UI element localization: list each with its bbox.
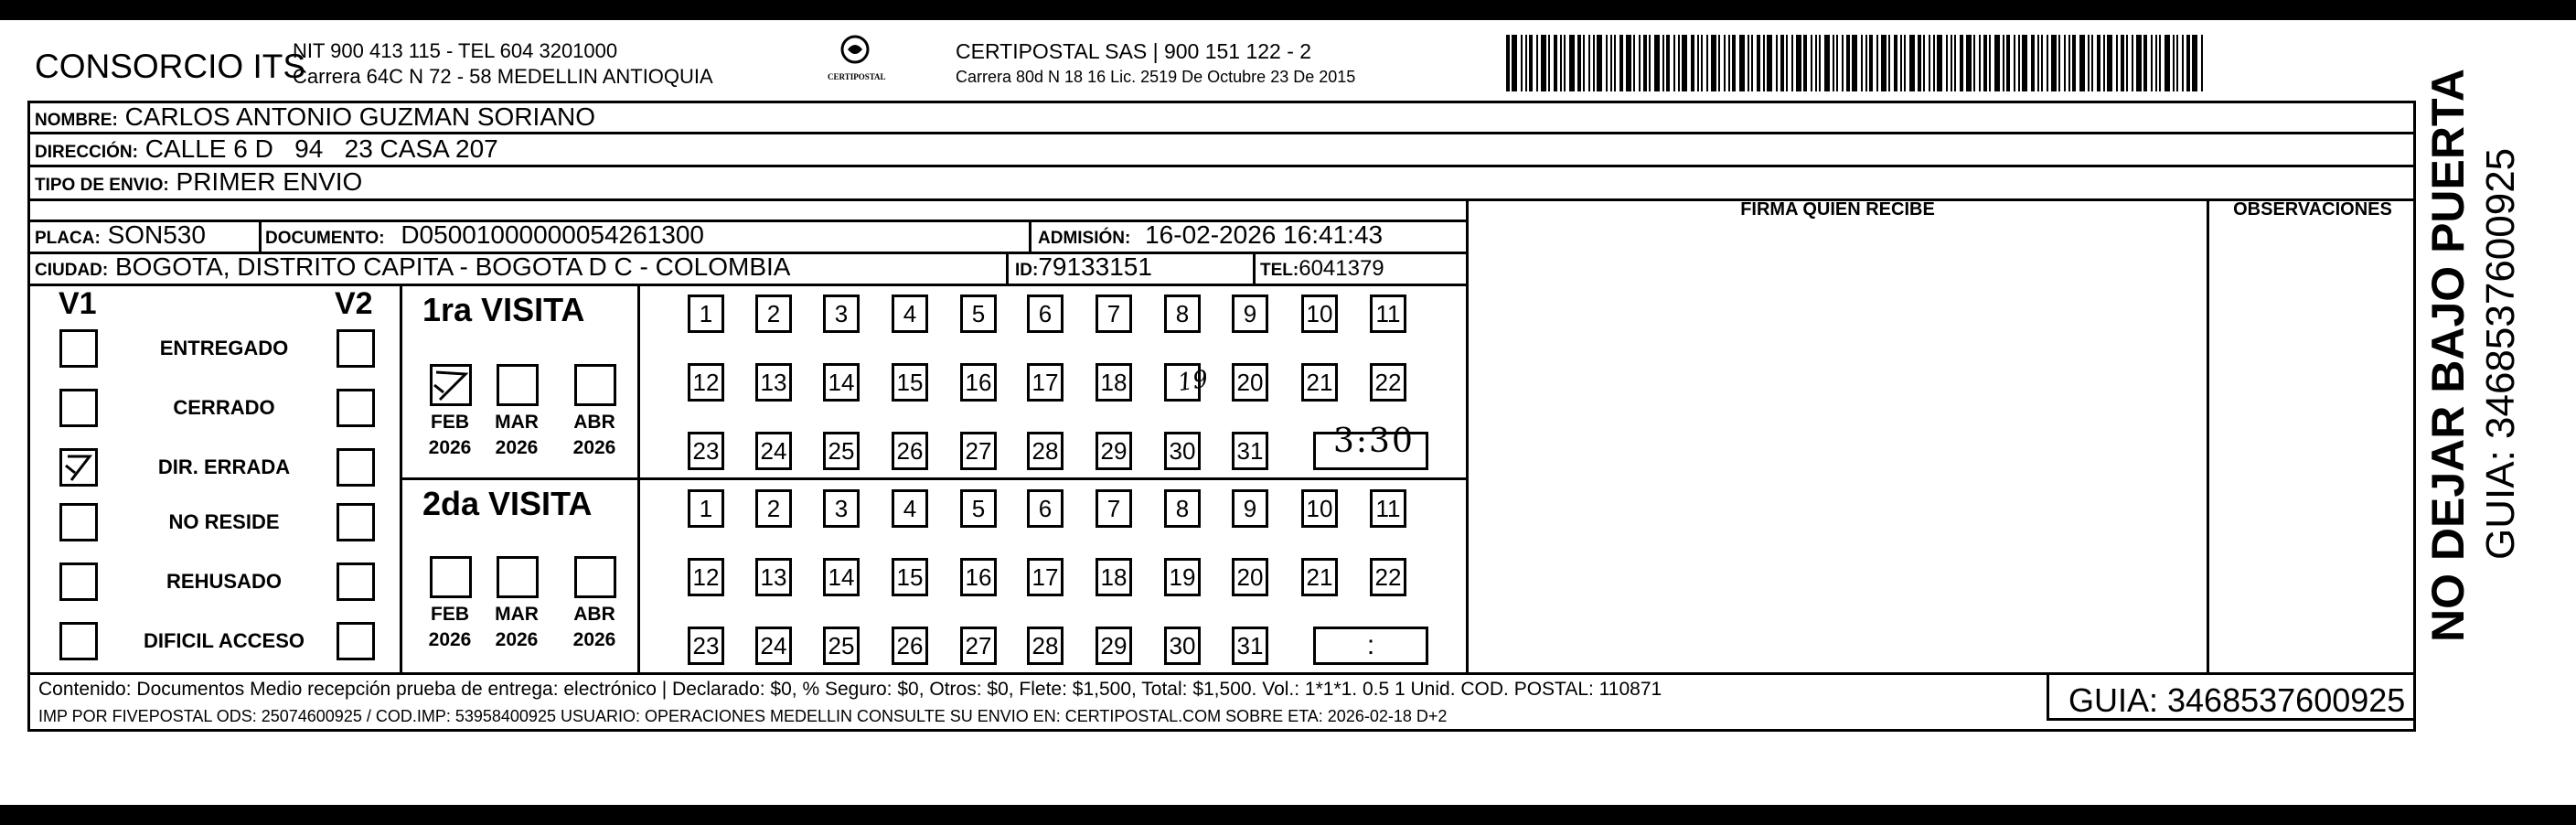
barcode-bar <box>2037 35 2039 91</box>
month-label <box>567 410 622 461</box>
first-visit-day-box[interactable]: 1 <box>688 295 724 333</box>
month-label <box>489 602 544 653</box>
v2-checkbox[interactable] <box>337 389 375 427</box>
second-visit-day-box[interactable]: 21 <box>1301 558 1338 596</box>
barcode-bar <box>1732 35 1736 91</box>
field-documento: DOCUMENTO: D05001000000054261300 <box>265 220 704 249</box>
barcode-bar <box>1819 35 1821 91</box>
barcode-bar <box>1824 35 1830 91</box>
second-visit-day-box[interactable]: 27 <box>960 627 997 665</box>
barcode-bar <box>1564 35 1566 91</box>
second-visit-day-box[interactable]: 25 <box>823 627 860 665</box>
second-visit-day-box[interactable]: 3 <box>823 489 860 528</box>
barcode-bar <box>1909 35 1915 91</box>
barcode-bar <box>1946 35 1948 91</box>
month-year: 2026 <box>572 629 616 650</box>
month-name: FEB <box>431 412 469 433</box>
barcode-bar <box>1525 35 1527 91</box>
barcode-bar <box>1815 35 1817 91</box>
month-label <box>422 602 477 653</box>
month-name: ABR <box>573 604 615 625</box>
v2-checkbox[interactable] <box>337 329 375 368</box>
barcode-bar <box>1852 35 1857 91</box>
first-visit-day-box[interactable]: 9 <box>1232 295 1268 333</box>
carrier-details <box>956 38 1355 90</box>
barcode-bar <box>1833 35 1834 91</box>
month-name: MAR <box>495 412 539 433</box>
barcode-bar <box>1989 35 1991 91</box>
barcode-bar <box>1776 35 1778 91</box>
v2-header: V2 <box>335 286 373 321</box>
second-visit-day-box[interactable]: 23 <box>688 627 724 665</box>
month-year: 2026 <box>428 437 472 458</box>
barcode-bar <box>1923 35 1925 91</box>
barcode-bar <box>2006 35 2010 91</box>
barcode-bar <box>2047 35 2048 91</box>
barcode-bar <box>2072 35 2076 91</box>
barcode-bar <box>1796 35 1801 91</box>
barcode-bar <box>1711 35 1716 91</box>
barcode-bar <box>1583 35 1585 91</box>
barcode-bar <box>1541 35 1546 91</box>
barcode-bar <box>2064 35 2066 91</box>
barcode-bar <box>1512 35 1517 91</box>
first-visit-day-box[interactable]: 7 <box>1096 295 1132 333</box>
second-visit-time-box[interactable]: : <box>1313 627 1428 665</box>
status-label: CERRADO <box>173 396 275 419</box>
barcode-bar <box>1929 35 1930 91</box>
month-year: 2026 <box>495 437 539 458</box>
barcode-bar <box>2003 35 2004 91</box>
barcode-bar <box>1842 35 1844 91</box>
second-visit-day-box[interactable]: 26 <box>892 627 928 665</box>
barcode-bar <box>1718 35 1720 91</box>
second-visit-day-box[interactable]: 4 <box>892 489 928 528</box>
v1-checkbox[interactable] <box>59 448 98 487</box>
second-visit-day-box[interactable]: 22 <box>1370 558 1406 596</box>
barcode-bar <box>1697 35 1699 91</box>
second-visit-day-box[interactable]: 12 <box>688 558 724 596</box>
second-visit-day-box[interactable]: 2 <box>755 489 792 528</box>
status-label: REHUSADO <box>166 570 282 593</box>
first-visit-day-box[interactable]: 25 <box>823 432 860 470</box>
second-visit-day-box[interactable]: 28 <box>1027 627 1064 665</box>
bottom-scan-edge <box>0 805 2576 825</box>
barcode-bar <box>1706 35 1708 91</box>
barcode-bar <box>2079 35 2085 91</box>
barcode-bar <box>1881 35 1887 91</box>
barcode-bar <box>2173 35 2175 91</box>
v1-checkbox[interactable] <box>59 562 98 601</box>
barcode-bar <box>1506 35 1510 91</box>
barcode-bar <box>1666 35 1670 91</box>
barcode-bar <box>1994 35 2000 91</box>
barcode-bar <box>1904 35 1906 91</box>
barcode-bar <box>1614 35 1616 91</box>
first-visit-day-box[interactable]: 5 <box>960 295 997 333</box>
second-visit-day-box[interactable]: 18 <box>1096 558 1132 596</box>
month-label <box>489 410 544 461</box>
barcode-bar <box>1933 35 1935 91</box>
footer-contents: Contenido: Documentos Medio recepción prueba de entrega: electrónico | Declarado: $0, % Seguro: $0, Otros: $0, Flete: $1,500, Total: $1,500. Vol.: 1*1*1. 0.5 1 Unid. COD. POSTAL: 110871 <box>38 679 1662 700</box>
barcode-image <box>1504 35 2208 91</box>
barcode-bar <box>1529 35 1533 91</box>
first-visit-day-box[interactable]: 27 <box>960 432 997 470</box>
documento-value: D05001000000054261300 <box>401 220 704 249</box>
barcode-bar <box>2143 35 2147 91</box>
barcode-bar <box>2151 35 2153 91</box>
company-name: CONSORCIO ITS <box>35 48 306 85</box>
field-tel: TEL:6041379 <box>1260 256 1384 281</box>
first-visit-day-box[interactable]: 21 <box>1301 363 1338 402</box>
first-visit-day-box[interactable]: 24 <box>755 432 792 470</box>
barcode-bar <box>1673 35 1675 91</box>
barcode-bar <box>2136 35 2142 91</box>
barcode-bar <box>1654 35 1660 91</box>
barcode-bar <box>1876 35 1878 91</box>
first-visit-day-box[interactable]: 6 <box>1027 295 1064 333</box>
first-visit-day-box[interactable]: 3 <box>823 295 860 333</box>
certipostal-logo <box>828 35 886 81</box>
v2-checkbox[interactable] <box>337 448 375 487</box>
barcode-bar <box>1900 35 1902 91</box>
nombre-value: CARLOS ANTONIO GUZMAN SORIANO <box>124 102 596 131</box>
first-visit-day-box[interactable]: 30 <box>1164 432 1201 470</box>
field-placa: PLACA: SON530 <box>35 220 206 249</box>
v1-checkbox[interactable] <box>59 329 98 368</box>
barcode-bar <box>1569 35 1575 91</box>
v1-checkbox[interactable] <box>59 503 98 541</box>
first-visit-day-box[interactable]: 31 <box>1232 432 1268 470</box>
tel-value: 6041379 <box>1299 256 1384 281</box>
second-visit-day-box[interactable]: 10 <box>1301 489 1338 528</box>
footer-print-info: IMP POR FIVEPOSTAL ODS: 25074600925 / COD.IMP: 53958400925 USUARIO: OPERACIONES MEDELLIN CONSULTE SU ENVIO EN: CERTIPOSTAL.COM SOBRE ETA: 2026-02-18 D+2 <box>38 707 1448 725</box>
company-address: Carrera 64C N 72 - 58 MEDELLIN ANTIOQUIA <box>293 65 713 88</box>
second-visit-day-box[interactable]: 19 <box>1164 558 1201 596</box>
barcode-bar <box>1639 35 1641 91</box>
second-visit-day-box[interactable]: 24 <box>755 627 792 665</box>
barcode-bar <box>1643 35 1647 91</box>
month-name: MAR <box>495 604 539 625</box>
field-ciudad: CIUDAD: BOGOTA, DISTRITO CAPITA - BOGOTA D C - COLOMBIA <box>35 252 791 281</box>
side-guia: GUIA: 3468537600925 <box>2478 147 2523 560</box>
v2-checkbox[interactable] <box>337 622 375 660</box>
status-label: NO RESIDE <box>168 510 280 533</box>
logo-text: CERTIPOSTAL <box>828 72 886 81</box>
barcode-bar <box>1973 35 1975 91</box>
barcode-bar <box>2201 35 2203 91</box>
barcode-bar <box>1751 35 1753 91</box>
first-visit-day-box[interactable]: 8 <box>1164 295 1201 333</box>
field-direccion: DIRECCIÓN: CALLE 6 D 94 23 CASA 207 <box>35 134 498 163</box>
first-visit-day-box[interactable]: 14 <box>823 363 860 402</box>
v1-checkbox[interactable] <box>59 622 98 660</box>
barcode-bar <box>1791 35 1793 91</box>
month-name: ABR <box>573 412 615 433</box>
barcode-bar <box>2088 35 2090 91</box>
direccion-value: CALLE 6 D 94 23 CASA 207 <box>144 134 498 163</box>
barcode-bar <box>1846 35 1850 91</box>
first-visit-day-box[interactable]: 18 <box>1096 363 1132 402</box>
month-year: 2026 <box>572 437 616 458</box>
barcode-bar <box>1554 35 1557 91</box>
second-visit-day-box[interactable]: 1 <box>688 489 724 528</box>
barcode-bar <box>2051 35 2057 91</box>
second-visit-day-box[interactable]: 6 <box>1027 489 1064 528</box>
barcode-bar <box>2058 35 2060 91</box>
barcode-bar <box>1803 35 1807 91</box>
barcode-bar <box>1763 35 1765 91</box>
barcode-bar <box>1728 35 1730 91</box>
second-visit-day-box[interactable]: 5 <box>960 489 997 528</box>
first-visit-day-box[interactable]: 11 <box>1370 295 1406 333</box>
first-visit-day-box[interactable]: 26 <box>892 432 928 470</box>
firma-header: FIRMA QUIEN RECIBE <box>1740 199 1935 220</box>
status-label: DIR. ERRADA <box>157 455 291 478</box>
first-visit-day-box[interactable]: 28 <box>1027 432 1064 470</box>
barcode-bar <box>1954 35 1956 91</box>
first-visit-title: 1ra VISITA <box>422 291 585 328</box>
barcode-bar <box>1966 35 1972 91</box>
barcode-bar <box>1521 35 1523 91</box>
observaciones-header: OBSERVACIONES <box>2233 199 2392 220</box>
barcode-bar <box>1894 35 1897 91</box>
barcode-bar <box>2041 35 2043 91</box>
carrier-address: Carrera 80d N 18 16 Lic. 2519 De Octubre 23 De 2015 <box>956 68 1356 86</box>
barcode-bar <box>2126 35 2128 91</box>
barcode-bar <box>1548 35 1550 91</box>
barcode-bar <box>1593 35 1595 91</box>
first-visit-day-box[interactable]: 22 <box>1370 363 1406 402</box>
barcode-bar <box>1619 35 1623 91</box>
second-visit-day-box[interactable]: 8 <box>1164 489 1201 528</box>
admision-value: 16-02-2026 16:41:43 <box>1145 220 1384 249</box>
v1-header: V1 <box>59 286 97 321</box>
second-visit-title: 2da VISITA <box>422 485 593 522</box>
second-visit-day-box[interactable]: 13 <box>755 558 792 596</box>
handwritten-day: 19 <box>1176 365 1211 398</box>
barcode-bar <box>1865 35 1867 91</box>
barcode-bar <box>2182 35 2184 91</box>
status-label: ENTREGADO <box>159 337 289 359</box>
barcode-bar <box>1606 35 1608 91</box>
second-visit-month-checkbox[interactable] <box>574 556 616 598</box>
field-id: ID:79133151 <box>1015 252 1152 281</box>
footer-guia: GUIA: 3468537600925 <box>2068 681 2406 719</box>
barcode-bar <box>1662 35 1664 91</box>
barcode-bar <box>1869 35 1873 91</box>
barcode-bar <box>1979 35 1981 91</box>
barcode-bar <box>1701 35 1703 91</box>
second-visit-day-box[interactable]: 29 <box>1096 627 1132 665</box>
first-visit-day-box[interactable]: 23 <box>688 432 724 470</box>
side-warning: NO DEJAR BAJO PUERTA <box>2422 69 2474 642</box>
first-visit-month-checkbox[interactable] <box>574 364 616 406</box>
month-label <box>422 410 477 461</box>
company-details <box>293 38 713 90</box>
first-visit-day-box[interactable]: 17 <box>1027 363 1064 402</box>
second-visit-day-box[interactable]: 11 <box>1370 489 1406 528</box>
first-visit-day-box[interactable]: 4 <box>892 295 928 333</box>
barcode-bar <box>1951 35 1952 91</box>
month-year: 2026 <box>428 629 472 650</box>
first-visit-day-box[interactable]: 13 <box>755 363 792 402</box>
first-visit-day-box[interactable]: 20 <box>1232 363 1268 402</box>
barcode-bar <box>2018 35 2020 91</box>
barcode-bar <box>2014 35 2015 91</box>
field-admision: ADMISIÓN: 16-02-2026 16:41:43 <box>1038 220 1384 249</box>
barcode-bar <box>2031 35 2035 91</box>
second-visit-day-box[interactable]: 16 <box>960 558 997 596</box>
tipo-envio-value: PRIMER ENVIO <box>176 167 363 196</box>
barcode-bar <box>2121 35 2124 91</box>
barcode-bar <box>1678 35 1680 91</box>
barcode-bar <box>1610 35 1612 91</box>
barcode-bar <box>2097 35 2100 91</box>
barcode-bar <box>1780 35 1784 91</box>
barcode-bar <box>1836 35 1838 91</box>
second-visit-month-checkbox[interactable] <box>497 556 539 598</box>
barcode-bar <box>1937 35 1942 91</box>
second-visit-day-box[interactable]: 9 <box>1232 489 1268 528</box>
second-visit-day-box[interactable]: 17 <box>1027 558 1064 596</box>
barcode-bar <box>1739 35 1745 91</box>
first-visit-day-box[interactable]: 2 <box>755 295 792 333</box>
barcode <box>1504 35 2208 96</box>
second-visit-day-box[interactable]: 31 <box>1232 627 1268 665</box>
company-nit: NIT 900 413 115 - TEL 604 3201000 <box>293 39 618 62</box>
barcode-bar <box>1691 35 1694 91</box>
month-year: 2026 <box>495 629 539 650</box>
barcode-bar <box>1560 35 1562 91</box>
guide-form <box>27 101 2416 732</box>
barcode-bar <box>1682 35 1687 91</box>
placa-value: SON530 <box>107 220 206 249</box>
v2-checkbox[interactable] <box>337 562 375 601</box>
id-value: 79133151 <box>1038 252 1152 281</box>
barcode-bar <box>2091 35 2093 91</box>
field-tipo-envio: TIPO DE ENVIO: PRIMER ENVIO <box>35 167 363 196</box>
barcode-bar <box>2192 35 2197 91</box>
barcode-bar <box>1757 35 1760 91</box>
barcode-bar <box>1626 35 1631 91</box>
top-scan-edge <box>0 0 2576 20</box>
second-visit-day-box[interactable]: 30 <box>1164 627 1201 665</box>
second-visit-month-checkbox[interactable] <box>430 556 472 598</box>
barcode-bar <box>1888 35 1890 91</box>
check-mark-icon <box>62 451 95 484</box>
field-nombre: NOMBRE: CARLOS ANTONIO GUZMAN SORIANO <box>35 102 596 131</box>
barcode-bar <box>2068 35 2070 91</box>
barcode-bar <box>2132 35 2133 91</box>
barcode-bar <box>1633 35 1635 91</box>
barcode-bar <box>1724 35 1726 91</box>
barcode-bar <box>1786 35 1788 91</box>
ciudad-value: BOGOTA, DISTRITO CAPITA - BOGOTA D C - COLOMBIA <box>115 252 791 281</box>
status-label: DIFICIL ACCESO <box>143 629 305 652</box>
second-visit-day-box[interactable]: 7 <box>1096 489 1132 528</box>
handwritten-time: 3:30 <box>1333 423 1415 460</box>
barcode-bar <box>2107 35 2112 91</box>
first-visit-day-box[interactable]: 15 <box>892 363 928 402</box>
first-visit-day-box[interactable]: 29 <box>1096 432 1132 470</box>
v2-checkbox[interactable] <box>337 503 375 541</box>
first-visit-day-box[interactable]: 10 <box>1301 295 1338 333</box>
barcode-bar <box>1748 35 1749 91</box>
barcode-bar <box>1767 35 1772 91</box>
barcode-bar <box>2103 35 2105 91</box>
barcode-bar <box>1918 35 1921 91</box>
barcode-bar <box>2186 35 2190 91</box>
first-visit-day-box[interactable]: 12 <box>688 363 724 402</box>
barcode-bar <box>2022 35 2027 91</box>
month-name: FEB <box>431 604 469 625</box>
barcode-bar <box>1960 35 1963 91</box>
barcode-bar <box>1811 35 1812 91</box>
second-visit-day-box[interactable]: 20 <box>1232 558 1268 596</box>
barcode-bar <box>1861 35 1863 91</box>
barcode-bar <box>2159 35 2161 91</box>
barcode-bar <box>1649 35 1651 91</box>
barcode-bar <box>2155 35 2157 91</box>
month-label <box>567 602 622 653</box>
carrier-name: CERTIPOSTAL SAS | 900 151 122 - 2 <box>956 39 1312 63</box>
barcode-bar <box>2176 35 2178 91</box>
barcode-bar <box>1588 35 1590 91</box>
barcode-bar <box>1597 35 1602 91</box>
first-visit-day-box[interactable]: 16 <box>960 363 997 402</box>
check-mark-icon <box>433 367 469 403</box>
second-visit-day-box[interactable]: 14 <box>823 558 860 596</box>
first-visit-month-checkbox[interactable] <box>430 364 472 406</box>
first-visit-month-checkbox[interactable] <box>497 364 539 406</box>
barcode-bar <box>1983 35 1987 91</box>
barcode-bar <box>1577 35 1581 91</box>
barcode-bar <box>2116 35 2118 91</box>
barcode-bar <box>1536 35 1538 91</box>
second-visit-day-box[interactable]: 15 <box>892 558 928 596</box>
v1-checkbox[interactable] <box>59 389 98 427</box>
barcode-bar <box>2164 35 2170 91</box>
certipostal-logo-icon <box>837 35 873 68</box>
